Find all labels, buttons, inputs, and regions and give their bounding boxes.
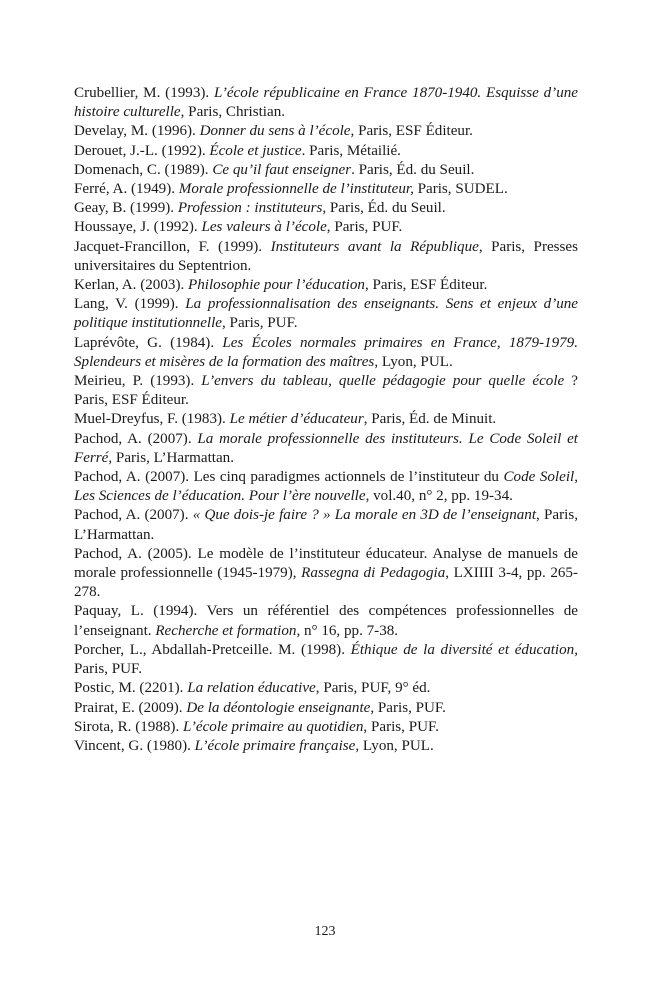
reference-text: Domenach, C. (1989). xyxy=(74,161,213,178)
reference-text: , Paris, Presses universitaires du Septentrion. xyxy=(74,238,578,274)
reference-text: , Lyon, PUL. xyxy=(355,737,434,754)
reference-text: Ferré, A. (1949). xyxy=(74,181,179,198)
bibliography-list xyxy=(74,84,578,756)
reference-text: , Paris, ESF Éditeur. xyxy=(364,277,488,294)
reference-title: Profession : instituteurs xyxy=(177,200,323,217)
reference-entry xyxy=(74,218,578,237)
reference-entry xyxy=(74,737,578,756)
reference-entry xyxy=(74,410,578,429)
reference-entry xyxy=(74,699,578,718)
reference-text: Muel-Dreyfus, F. (1983). xyxy=(74,411,230,428)
reference-text: , xyxy=(574,469,578,486)
reference-text: Prairat, E. (2009). xyxy=(74,699,187,716)
reference-text: , Paris, Éd. de Minuit. xyxy=(363,411,497,428)
reference-text: Porcher, L., Abdallah-Pretceille. M. (1998). xyxy=(74,641,351,658)
reference-entry xyxy=(74,199,578,218)
reference-text: ? Paris, ESF Éditeur. xyxy=(74,373,578,409)
reference-title: La morale professionnelle des instituteurs. Le Code Soleil et Ferré xyxy=(74,430,578,466)
reference-entry xyxy=(74,84,578,122)
reference-text: , Paris, ESF Éditeur. xyxy=(350,123,473,140)
reference-text: Paquay, L. (1994). Vers un référentiel des compétences professionnelles de l’enseignant. xyxy=(74,603,578,639)
reference-entry xyxy=(74,679,578,698)
reference-text: Meirieu, P. (1993). xyxy=(74,373,202,390)
reference-entry xyxy=(74,545,578,603)
reference-text: Pachod, A. (2005). Le modèle de l’instituteur éducateur. Analyse de manuels de morale professionnelle (1945-1979), xyxy=(74,545,578,582)
reference-entry xyxy=(74,276,578,295)
reference-entry xyxy=(74,506,578,544)
reference-text: . Paris, Éd. du Seuil. xyxy=(351,161,475,178)
reference-entry xyxy=(74,641,578,679)
reference-title: Ce qu’il faut enseigner xyxy=(212,161,352,178)
reference-text: , vol.40, n° 2, pp. 19-34. xyxy=(365,488,513,505)
reference-text: , Paris, Éd. du Seuil. xyxy=(322,200,446,217)
reference-text: Postic, M. (2201). xyxy=(74,680,188,697)
reference-text: , Paris, L’Harmattan. xyxy=(74,507,578,543)
reference-entry xyxy=(74,602,578,640)
reference-title: Donner du sens à l’école xyxy=(199,123,351,140)
reference-entry xyxy=(74,238,578,276)
reference-text: Lang, V. (1999). xyxy=(74,296,186,313)
reference-text: . Paris, Métailié. xyxy=(301,142,401,159)
reference-entry xyxy=(74,122,578,141)
reference-entry xyxy=(74,161,578,180)
reference-title: Philosophie pour l’éducation xyxy=(188,277,365,294)
reference-text: , Paris, PUF. xyxy=(326,219,403,236)
reference-text: , n° 16, pp. 7-38. xyxy=(296,622,399,639)
reference-title: École et justice xyxy=(209,142,302,159)
reference-text: Derouet, J.-L. (1992). xyxy=(74,142,210,159)
reference-text: Sirota, R. (1988). xyxy=(74,718,184,735)
reference-entry xyxy=(74,180,578,199)
reference-text: , Paris, PUF, 9° éd. xyxy=(315,680,431,697)
reference-entry xyxy=(74,334,578,372)
reference-title: De la déontologie enseignante xyxy=(186,699,371,716)
reference-text: , Paris, PUF. xyxy=(363,718,439,735)
reference-text: Paris, SUDEL. xyxy=(413,181,508,198)
reference-title: La professionnalisation des enseignants. Sens et enjeux d’une politique institutionnelle xyxy=(74,296,579,332)
reference-text: Develay, M. (1996). xyxy=(74,123,200,140)
reference-title: Morale professionnelle de l’instituteur, xyxy=(178,181,414,198)
reference-text: Pachod, A. (2007). xyxy=(74,507,193,524)
reference-entry xyxy=(74,468,578,506)
reference-text: , Paris, PUF. xyxy=(74,641,578,678)
reference-text: , Paris, PUF. xyxy=(222,315,298,332)
reference-entry xyxy=(74,718,578,737)
reference-entry xyxy=(74,430,578,468)
reference-title: L’école républicaine en France 1870-1940. Esquisse d’une histoire culturelle xyxy=(74,85,578,121)
reference-text: Pachod, A. (2007). Les cinq paradigmes actionnels de l’instituteur du xyxy=(74,469,504,486)
reference-title: Les valeurs à l’école xyxy=(201,219,327,236)
reference-title: La relation éducative xyxy=(187,680,316,697)
reference-title: Éthique de la diversité et éducation xyxy=(350,641,575,658)
reference-title: Rassegna di Pedagogia xyxy=(301,565,446,582)
reference-text: Kerlan, A. (2003). xyxy=(74,277,189,294)
reference-title: L’école primaire au quotidien xyxy=(183,718,364,735)
reference-text: Geay, B. (1999). xyxy=(74,200,178,217)
reference-title: Le métier d’éducateur xyxy=(229,411,364,428)
reference-text: Jacquet-Francillon, F. (1999). xyxy=(74,238,271,255)
reference-title: Les Écoles normales primaires en France, 1879-1979. Splendeurs et misères de la formation des maîtres xyxy=(74,334,578,370)
reference-text: , Paris, PUF. xyxy=(370,699,446,716)
reference-entry xyxy=(74,372,578,410)
reference-title: Instituteurs avant la République xyxy=(270,238,479,255)
reference-title: Code Soleil xyxy=(503,469,575,486)
reference-title: L’envers du tableau, quelle pédagogie pour quelle école xyxy=(201,373,565,390)
reference-entry xyxy=(74,295,578,333)
reference-entry xyxy=(74,142,578,161)
reference-text: Vincent, G. (1980). xyxy=(74,737,195,754)
reference-text: , Lyon, PUL. xyxy=(374,353,453,370)
reference-text: , LXIIII 3-4, pp. 265-278. xyxy=(74,565,578,601)
reference-text: Houssaye, J. (1992). xyxy=(74,219,202,236)
reference-title: Recherche et formation xyxy=(155,622,297,639)
reference-text: , Paris, L’Harmattan. xyxy=(108,449,234,466)
reference-title: Les Sciences de l’éducation. Pour l’ère nouvelle xyxy=(74,488,366,505)
reference-title: « Que dois-je faire ? » La morale en 3D de l’enseignant xyxy=(192,507,537,524)
reference-text: Pachod, A. (2007). xyxy=(74,430,198,447)
reference-text: Laprévôte, G. (1984). xyxy=(74,334,223,351)
reference-text: Crubellier, M. (1993). xyxy=(74,85,214,101)
reference-text: , Paris, Christian. xyxy=(180,104,286,121)
reference-title: L’école primaire française xyxy=(194,737,356,754)
page-number: 123 xyxy=(314,924,336,939)
